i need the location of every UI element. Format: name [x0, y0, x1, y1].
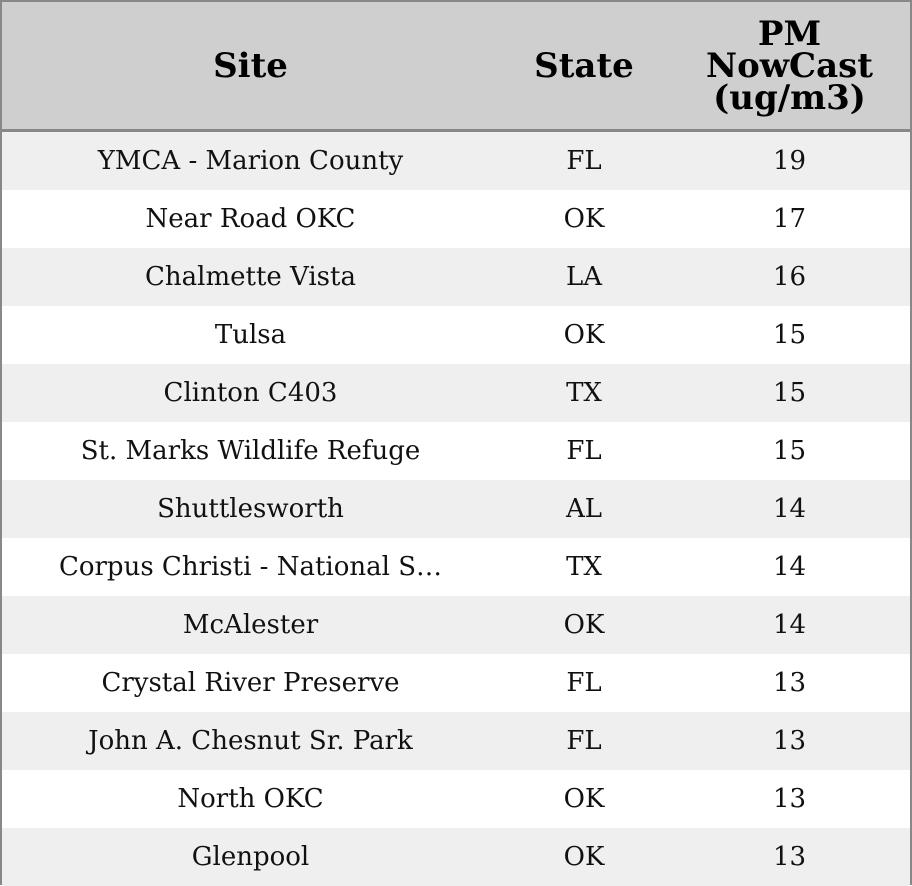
- cell-site: YMCA - Marion County: [97, 146, 404, 176]
- cell-state: FL: [566, 436, 602, 466]
- cell-pm-nowcast: 19: [772, 146, 807, 176]
- cell-pm-nowcast: 15: [772, 378, 807, 408]
- cell-state: OK: [563, 842, 605, 872]
- cell-state: FL: [566, 668, 602, 698]
- table-header: [2, 2, 910, 132]
- cell-pm-nowcast: 14: [772, 610, 807, 640]
- cell-pm-nowcast: 13: [772, 784, 807, 814]
- table-row: [2, 190, 910, 248]
- table-row: [2, 596, 910, 654]
- cell-state: FL: [566, 726, 602, 756]
- cell-pm-nowcast: 15: [772, 436, 807, 466]
- column-header-site: Site: [213, 45, 288, 86]
- cell-pm-nowcast: 17: [772, 204, 807, 234]
- cell-site: St. Marks Wildlife Refuge: [80, 436, 421, 466]
- table-row: [2, 538, 910, 596]
- cell-site: Corpus Christi - National S…: [58, 552, 443, 582]
- table-row: [2, 422, 910, 480]
- table-row: [2, 364, 910, 422]
- cell-state: OK: [563, 610, 605, 640]
- cell-site: Tulsa: [214, 320, 287, 350]
- column-header-pm-nowcast: PM NowCast (ug/m3): [706, 13, 873, 118]
- cell-pm-nowcast: 13: [772, 726, 807, 756]
- cell-state: FL: [566, 146, 602, 176]
- cell-state: TX: [566, 378, 602, 408]
- cell-site: Shuttlesworth: [157, 494, 344, 524]
- table-body: [2, 132, 910, 886]
- cell-state: LA: [565, 262, 603, 292]
- table-row: [2, 712, 910, 770]
- table-row: [2, 248, 910, 306]
- table-row: [2, 132, 910, 190]
- cell-site: McAlester: [182, 610, 319, 640]
- cell-site: Chalmette Vista: [145, 262, 356, 292]
- cell-site: North OKC: [177, 784, 324, 814]
- table-row: [2, 480, 910, 538]
- cell-pm-nowcast: 14: [772, 494, 807, 524]
- cell-state: OK: [563, 204, 605, 234]
- table-row: [2, 654, 910, 712]
- cell-state: TX: [566, 552, 602, 582]
- cell-site: Clinton C403: [163, 378, 338, 408]
- cell-state: AL: [565, 494, 603, 524]
- cell-site: John A. Chesnut Sr. Park: [88, 726, 413, 756]
- table-row: [2, 770, 910, 828]
- cell-pm-nowcast: 13: [772, 842, 807, 872]
- cell-state: OK: [563, 784, 605, 814]
- cell-pm-nowcast: 14: [772, 552, 807, 582]
- cell-pm-nowcast: 16: [772, 262, 807, 292]
- cell-state: OK: [563, 320, 605, 350]
- table-row: [2, 306, 910, 364]
- cell-site: Crystal River Preserve: [101, 668, 400, 698]
- table-row: [2, 828, 910, 886]
- cell-pm-nowcast: 13: [772, 668, 807, 698]
- cell-pm-nowcast: 15: [772, 320, 807, 350]
- cell-site: Glenpool: [191, 842, 310, 872]
- column-header-state: State: [534, 45, 634, 86]
- cell-site: Near Road OKC: [145, 204, 356, 234]
